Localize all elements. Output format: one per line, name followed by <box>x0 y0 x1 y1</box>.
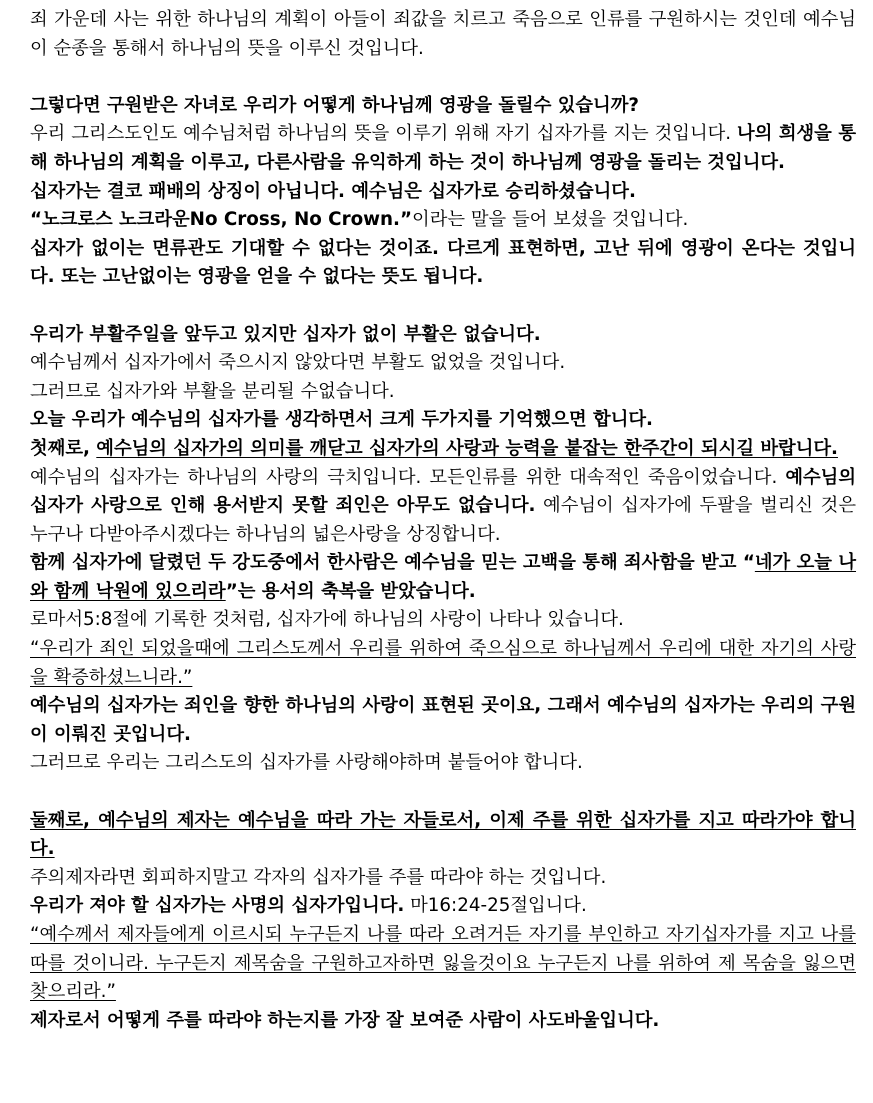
paragraph-p6 <box>30 235 856 292</box>
paragraph-p4 <box>30 178 856 207</box>
text-run: 그러므로 우리는 그리스도의 십자가를 사랑해야하며 붙들어야 합니다. <box>30 752 583 774</box>
paragraph-p20 <box>30 892 856 921</box>
paragraph-p17 <box>30 749 856 778</box>
paragraph-p14 <box>30 606 856 635</box>
text-run: 나의 희생을 통해 하나님의 계획을 이루고, 다른사람을 유익하게 하는 것이 하나님께 영광을 돌리는 것입니다. <box>30 123 856 173</box>
text-run: 십자가는 결코 패배의 상징이 아닙니다. 예수님은 십자가로 승리하셨습니다. <box>30 180 636 202</box>
text-run: 첫째로, <box>30 437 97 459</box>
text-run: 우리가 부활주일을 앞두고 있지만 십자가 없이 부활은 없습니다. <box>30 323 541 345</box>
paragraph-p19 <box>30 864 856 893</box>
text-run: 둘째로, <box>30 809 99 831</box>
text-run: 이라는 말을 들어 보셨을 것입니다. <box>412 209 689 231</box>
text-run: 예수님의 제자는 예수님을 따라 가는 자들로서, 이제 주를 위한 십자가를 지고 따라가야 합니다. <box>30 809 856 860</box>
paragraph-p15 <box>30 635 856 692</box>
text-run: 예수님의 십자가 사랑으로 인해 용서받지 못할 죄인은 아무도 없습니다. <box>30 466 856 517</box>
paragraph-p22 <box>30 1007 856 1036</box>
paragraph-p8 <box>30 349 856 378</box>
text-run: “예수께서 제자들에게 이르시되 누구든지 나를 따라 오려거든 자기를 부인하고 자기십자가를 지고 나를 따를 것이니라. 누구든지 제목숨을 구원하고자하면 잃을것이요 누구든지 나를 위하여 제 목숨을 잃으면 찾으리라.” <box>30 924 856 1003</box>
text-run: 우리 그리스도인도 예수님처럼 하나님의 뜻을 이루기 위해 자기 십자가를 지는 것입니다. <box>30 123 738 145</box>
text-run: 십자가 없이는 면류관도 기대할 수 없다는 것이죠. 다르게 표현하면, 고난 뒤에 영광이 온다는 것입니다. 또는 고난없이는 영광을 얻을 수 없다는 뜻도 됩니다. <box>30 237 856 288</box>
text-run: “우리가 죄인 되었을때에 그리스도께서 우리를 위하여 죽으심으로 하나님께서 우리에 대한 자기의 사랑을 확증하셨느니라.” <box>30 638 856 688</box>
text-run: ”는 용서의 축복을 받았습니다. <box>225 580 476 602</box>
text-run: 예수님의 십자가는 하나님의 사랑의 극치입니다. 모든인류를 위한 대속적인 죽음이었습니다. <box>30 466 786 488</box>
paragraph-p5 <box>30 206 856 235</box>
text-run: 그렇다면 구원받은 자녀로 우리가 어떻게 하나님께 영광을 돌릴수 있습니까? <box>30 94 639 116</box>
text-run: 로마서5:8절에 기록한 것처럼, 십자가에 하나님의 사랑이 나타나 있습니다. <box>30 609 624 631</box>
text-run: 그러므로 십자가와 부활을 분리될 수없습니다. <box>30 380 395 402</box>
document-page <box>30 6 856 1035</box>
paragraph-p12 <box>30 464 856 550</box>
text-run: 우리가 져야 할 십자가는 사명의 십자가입니다. <box>30 895 405 917</box>
text-run: 함께 십자가에 달렸던 두 강도중에서 한사람은 예수님을 믿는 고백을 통해 죄사함을 받고 “ <box>30 552 755 574</box>
paragraph-p18 <box>30 807 856 864</box>
paragraph-p11 <box>30 435 856 464</box>
paragraph-p9 <box>30 378 856 407</box>
paragraph-p3 <box>30 120 856 177</box>
paragraph-spacer <box>30 63 856 92</box>
text-run: “노크로스 노크라운No Cross, No Crown.” <box>30 209 413 231</box>
paragraph-p21 <box>30 921 856 1007</box>
text-run: 오늘 우리가 예수님의 십자가를 생각하면서 크게 두가지를 기억했으면 합니다. <box>30 409 653 431</box>
paragraph-p10 <box>30 406 856 435</box>
text-run: 제자로서 어떻게 주를 따라야 하는지를 가장 잘 보여준 사람이 사도바울입니다. <box>30 1009 660 1031</box>
text-run: 마16:24-25절입니다. <box>404 895 587 917</box>
paragraph-p16 <box>30 692 856 749</box>
text-run: 예수님의 십자가는 죄인을 향한 하나님의 사랑이 표현된 곳이요, 그래서 예수님의 십자가는 우리의 구원이 이뤄진 곳입니다. <box>30 695 856 745</box>
paragraph-p7 <box>30 321 856 350</box>
text-run: 예수님이 십자가에 두팔을 벌리신 것은 누구나 다받아주시겠다는 하나님의 넓은사랑을 상징합니다. <box>30 495 856 545</box>
text-run: 네가 오늘 나와 함께 낙원에 있으리라 <box>30 552 857 602</box>
text-run: 주의제자라면 회피하지말고 각자의 십자가를 주를 따라야 하는 것입니다. <box>30 866 607 888</box>
text-run: 죄 가운데 사는 위한 하나님의 계획이 아들이 죄값을 치르고 죽음으로 인류를 구원하시는 것인데 예수님이 순종을 통해서 하나님의 뜻을 이루신 것입니다. <box>30 9 856 59</box>
paragraph-p1 <box>30 6 856 63</box>
paragraph-spacer <box>30 292 856 321</box>
text-run: 예수님께서 십자가에서 죽으시지 않았다면 부활도 없었을 것입니다. <box>30 352 566 374</box>
paragraph-spacer <box>30 778 856 807</box>
paragraph-p2 <box>30 92 856 121</box>
paragraph-p13 <box>30 549 856 606</box>
text-run: 예수님의 십자가의 의미를 깨닫고 십자가의 사랑과 능력을 붙잡는 한주간이 되시길 바랍니다. <box>96 437 838 459</box>
